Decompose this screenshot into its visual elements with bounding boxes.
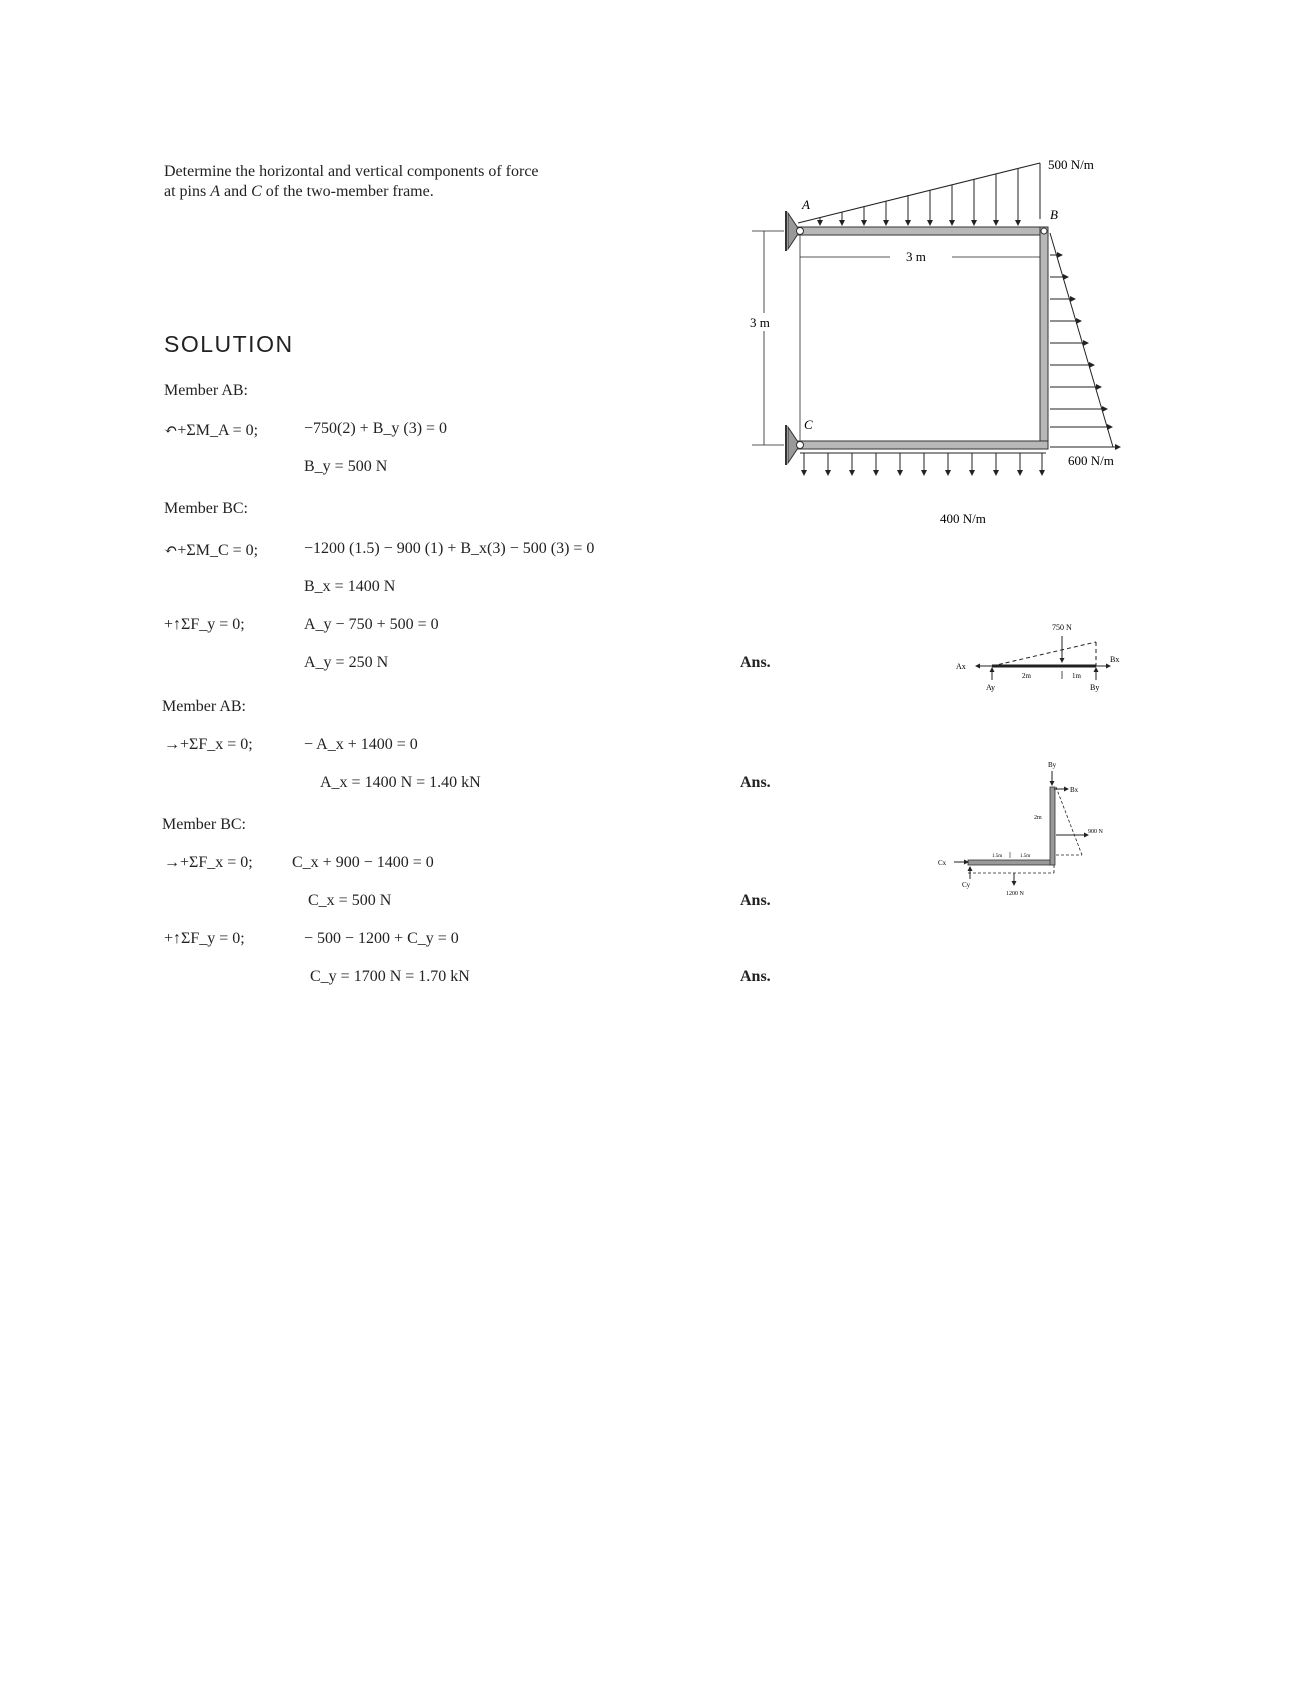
fbd-bc-cy: Cy <box>962 881 971 889</box>
step5-label: Member BC: <box>162 816 246 833</box>
member-b-vertical <box>1040 227 1048 449</box>
bottom-load-arrows <box>804 453 1042 475</box>
point-a-label: A <box>802 197 810 212</box>
right-load-envelope <box>1050 233 1113 447</box>
step2-equation: −1200 (1.5) − 900 (1) + B_x(3) − 500 (3) = 0 <box>304 540 595 557</box>
pin-support-c <box>786 425 804 465</box>
fbd-ab-ax: Ax <box>956 662 966 671</box>
fbd-bc-horizontal-member <box>968 860 1054 865</box>
step5-equation: C_x + 900 − 1400 = 0 <box>292 854 434 871</box>
pin-b <box>1041 228 1047 234</box>
load-top-label: 500 N/m <box>1048 157 1094 172</box>
load-right-label: 600 N/m <box>1068 453 1114 468</box>
step1-label: Member AB: <box>164 382 248 399</box>
step4-result: A_x = 1400 N = 1.40 kN <box>320 774 481 791</box>
fbd-bc-cx: Cx <box>938 859 947 867</box>
step4-equation: − A_x + 1400 = 0 <box>304 736 418 753</box>
fbd-bc-d2: 1.5m <box>1020 854 1031 859</box>
member-ab <box>798 227 1048 235</box>
step6-result: C_y = 1700 N = 1.70 kN <box>310 968 470 985</box>
step4-condition: →+ΣF_x = 0; <box>164 736 253 753</box>
fbd-ab-d1: 2m <box>1022 672 1031 680</box>
load-bottom-label: 400 N/m <box>940 511 986 525</box>
fbd-bc-force-right: 900 N <box>1088 829 1103 835</box>
problem-line-2: at pins A and C of the two-member frame. <box>164 183 434 200</box>
pin-support-a <box>786 211 804 251</box>
point-c-label: C <box>804 417 813 432</box>
problem-line-1: Determine the horizontal and vertical components of force <box>164 163 539 180</box>
step3-equation: A_y − 750 + 500 = 0 <box>304 616 439 633</box>
fbd-ab-d2: 1m <box>1072 672 1081 680</box>
fbd-ab-force: 750 N <box>1052 623 1072 632</box>
fbd-bc-bx: Bx <box>1070 786 1079 794</box>
solution-heading: SOLUTION <box>164 331 294 357</box>
step2-result: B_x = 1400 N <box>304 578 396 595</box>
dim-vertical-label: 3 m <box>750 315 770 330</box>
step3-condition: +↑ΣF_y = 0; <box>164 616 245 633</box>
fbd-bc-d1: 1.5m <box>992 854 1003 859</box>
step1-result: B_y = 500 N <box>304 458 388 475</box>
answer-label: Ans. <box>740 774 771 791</box>
step6-condition: +↑ΣF_y = 0; <box>164 930 245 947</box>
fbd-bc-vertical-member <box>1050 787 1055 865</box>
answer-label: Ans. <box>740 968 771 985</box>
fbd-member-bc <box>930 755 1110 905</box>
fbd-member-ab <box>930 610 1120 700</box>
point-b-label: B <box>1050 207 1058 222</box>
answer-label: Ans. <box>740 892 771 909</box>
fbd-ab-by: By <box>1090 683 1100 692</box>
member-bc <box>798 441 1048 449</box>
step5-condition: →+ΣF_x = 0; <box>164 854 253 871</box>
fbd-bc-by: By <box>1048 761 1057 769</box>
fbd-bc-d-vert: 2m <box>1034 815 1042 821</box>
step2-condition: ↶+ΣM_C = 0; <box>164 542 259 559</box>
top-load-arrows <box>820 168 1018 225</box>
fbd-ab-bx: Bx <box>1110 655 1120 664</box>
step6-equation: − 500 − 1200 + C_y = 0 <box>304 930 459 947</box>
step1-equation: −750(2) + B_y (3) = 0 <box>304 420 448 437</box>
step1-condition: ↶+ΣM_A = 0; <box>164 422 259 439</box>
step2-label: Member BC: <box>164 500 248 517</box>
top-load-envelope <box>798 163 1040 223</box>
fbd-bc-load-envelope <box>1056 787 1082 855</box>
step4-label: Member AB: <box>162 698 246 715</box>
fbd-ab-ay: Ay <box>986 683 996 692</box>
step5-result: C_x = 500 N <box>308 892 392 909</box>
dim-horizontal-label: 3 m <box>906 249 926 264</box>
fbd-ab-load-envelope <box>992 642 1096 666</box>
step3-result: A_y = 250 N <box>304 654 389 671</box>
frame-figure <box>720 155 1140 525</box>
fbd-bc-force-bottom: 1200 N <box>1006 891 1024 897</box>
problem-statement <box>164 162 634 202</box>
answer-label: Ans. <box>740 654 771 671</box>
